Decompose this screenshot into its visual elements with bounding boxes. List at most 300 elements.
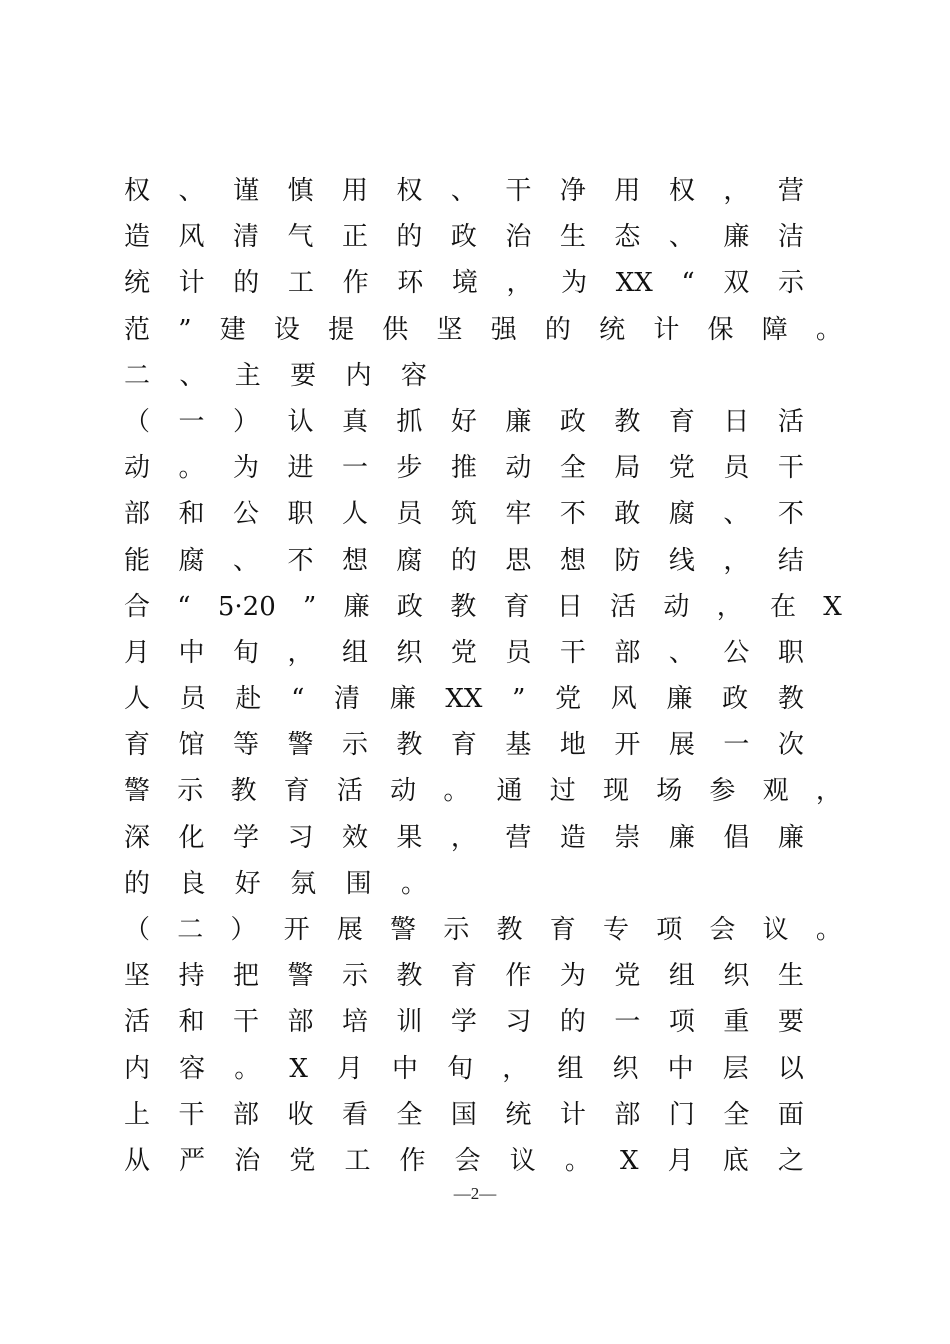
text-glyph: 、 (668, 222, 695, 253)
text-glyph: 全 (396, 1099, 423, 1130)
text-glyph: 内 (124, 1053, 151, 1084)
text-glyph: 、 (179, 360, 206, 391)
text-glyph: 的 (124, 868, 151, 899)
text-glyph: 开 (283, 915, 310, 945)
text-glyph: 的 (559, 1007, 586, 1038)
text-glyph: 围 (345, 868, 372, 899)
text-line (124, 168, 804, 214)
text-glyph: 腐 (668, 499, 695, 530)
text-glyph: 教 (230, 776, 257, 807)
text-glyph: 用 (614, 176, 641, 206)
text-glyph: 织 (723, 961, 750, 992)
text-glyph: 组 (668, 961, 695, 992)
text-glyph: ） (232, 406, 259, 437)
text-glyph: 保 (707, 314, 734, 345)
text-glyph: 内 (345, 360, 372, 391)
text-glyph: 治 (234, 1145, 261, 1176)
text-glyph: ） (230, 915, 257, 945)
text-glyph: 公 (723, 637, 750, 668)
text-glyph: 干 (505, 176, 532, 206)
text-glyph: 组 (557, 1053, 584, 1084)
text-glyph: 计 (559, 1099, 586, 1130)
text-glyph: 和 (178, 1007, 205, 1038)
text-glyph: 为 (232, 453, 259, 484)
text-glyph: 员 (396, 499, 423, 530)
text-line (124, 1138, 804, 1184)
text-glyph: 清 (334, 684, 361, 715)
text-glyph: 重 (723, 1007, 750, 1038)
text-glyph: 动 (390, 776, 417, 807)
text-line (124, 953, 804, 999)
text-glyph: 教 (777, 684, 804, 715)
text-glyph: 政 (450, 222, 477, 253)
text-glyph: 的 (233, 268, 260, 299)
text-glyph: 防 (614, 545, 641, 576)
text-glyph: 主 (234, 360, 261, 391)
text-glyph: 育 (503, 591, 530, 622)
text-glyph: 好 (234, 868, 261, 899)
text-glyph: 收 (287, 1099, 314, 1130)
text-glyph: 活 (610, 591, 637, 622)
text-glyph: 权 (668, 176, 695, 206)
text-glyph: 和 (178, 499, 205, 530)
text-glyph: 造 (559, 822, 586, 853)
text-glyph: 设 (273, 314, 300, 345)
text-glyph: 障 (761, 314, 788, 345)
text-glyph: 态 (614, 222, 641, 253)
text-glyph: 思 (505, 545, 532, 576)
text-glyph: 廉 (505, 406, 532, 437)
text-glyph: 不 (287, 545, 314, 576)
text-glyph: 政 (396, 591, 423, 622)
text-glyph: X (823, 591, 842, 622)
text-glyph: 作 (399, 1145, 426, 1176)
text-glyph: 。 (234, 1053, 261, 1084)
text-glyph: 清 (232, 222, 259, 253)
text-glyph: 部 (124, 499, 151, 530)
text-glyph: 线 (668, 545, 695, 576)
text-glyph: 全 (559, 453, 586, 484)
text-glyph: 习 (287, 822, 314, 853)
text-glyph: 、 (723, 499, 750, 530)
text-glyph: 活 (336, 776, 363, 807)
text-glyph: ， (502, 1053, 529, 1084)
text-glyph: 步 (396, 453, 423, 484)
text-glyph: 国 (450, 1099, 477, 1130)
text-glyph: 职 (287, 499, 314, 530)
text-glyph: “ (291, 684, 305, 715)
text-glyph: 好 (450, 406, 477, 437)
text-glyph: 动 (505, 453, 532, 484)
text-glyph: 过 (549, 776, 576, 807)
text-glyph: 要 (777, 1007, 804, 1038)
text-glyph: 育 (549, 915, 576, 945)
text-glyph: 用 (341, 176, 368, 206)
text-glyph: 观 (762, 776, 789, 807)
text-line (124, 260, 804, 306)
text-glyph: 项 (656, 915, 683, 945)
text-glyph: XX (615, 268, 653, 299)
text-glyph: 通 (496, 776, 523, 807)
text-glyph: 警 (287, 730, 314, 761)
text-line (124, 307, 842, 353)
text-glyph: 示 (341, 961, 368, 992)
text-glyph: 容 (179, 1053, 206, 1084)
text-glyph: 真 (341, 406, 368, 437)
text-glyph: 、 (668, 637, 695, 668)
text-glyph: 一 (341, 453, 368, 484)
text-glyph: 习 (505, 1007, 532, 1038)
text-glyph: ” (303, 591, 317, 622)
text-glyph: 中 (178, 637, 205, 668)
text-glyph: 动 (663, 591, 690, 622)
text-glyph: 育 (450, 730, 477, 761)
text-glyph: 示 (443, 915, 470, 945)
text-glyph: 结 (777, 545, 804, 576)
text-glyph: 会 (454, 1145, 481, 1176)
text-glyph: 廉 (389, 684, 416, 715)
text-glyph: 部 (232, 1099, 259, 1130)
text-glyph: 腐 (178, 545, 205, 576)
text-glyph: 。 (443, 776, 470, 807)
text-glyph: 馆 (178, 730, 205, 761)
text-glyph: （ (124, 915, 151, 945)
text-glyph: “ (681, 268, 695, 299)
text-glyph: 效 (341, 822, 368, 853)
text-glyph: 计 (178, 268, 205, 299)
text-glyph: 营 (505, 822, 532, 853)
text-glyph: 环 (397, 268, 424, 299)
text-glyph: 牢 (505, 499, 532, 530)
text-glyph: 部 (614, 1099, 641, 1130)
text-glyph: 党 (668, 453, 695, 484)
text-glyph: 政 (559, 406, 586, 437)
text-glyph: 育 (450, 961, 477, 992)
text-glyph: 坚 (124, 961, 151, 992)
text-glyph: 全 (723, 1099, 750, 1130)
text-glyph: 层 (722, 1053, 749, 1084)
page-number: —2— (453, 1184, 497, 1203)
text-glyph: 日 (723, 406, 750, 437)
text-glyph: 底 (722, 1145, 749, 1176)
text-glyph: ” (512, 684, 526, 715)
text-glyph: 崇 (614, 822, 641, 853)
body-text (124, 168, 844, 1184)
text-glyph: 的 (396, 222, 423, 253)
text-glyph: 二 (177, 915, 204, 945)
text-glyph: 育 (668, 406, 695, 437)
text-glyph: 局 (614, 453, 641, 484)
text-glyph: 党 (289, 1145, 316, 1176)
text-glyph: 廉 (666, 684, 693, 715)
text-line (124, 538, 804, 584)
text-glyph: 倡 (723, 822, 750, 853)
text-glyph: 部 (614, 637, 641, 668)
text-glyph: 5·20 (217, 591, 276, 622)
text-line (124, 1046, 804, 1092)
text-glyph: （ (124, 406, 151, 437)
text-glyph: 想 (559, 545, 586, 576)
text-glyph: 、 (450, 176, 477, 206)
text-glyph: 统 (599, 314, 626, 345)
text-glyph: “ (177, 591, 191, 622)
text-line (124, 722, 804, 768)
text-glyph: 风 (610, 684, 637, 715)
text-glyph: ， (716, 591, 743, 622)
text-glyph: 学 (232, 822, 259, 853)
text-glyph: 中 (667, 1053, 694, 1084)
text-glyph: 持 (178, 961, 205, 992)
text-glyph: 日 (556, 591, 583, 622)
text-glyph: 动 (124, 453, 151, 484)
text-glyph: 化 (178, 822, 205, 853)
text-glyph: 生 (777, 961, 804, 992)
text-glyph: 为 (561, 268, 588, 299)
text-glyph: 赴 (235, 684, 262, 715)
text-glyph: 党 (450, 637, 477, 668)
text-glyph: 党 (555, 684, 582, 715)
text-glyph: 参 (709, 776, 736, 807)
text-glyph: 中 (392, 1053, 419, 1084)
text-glyph: ， (723, 176, 750, 206)
text-glyph: 认 (287, 406, 314, 437)
text-glyph: 一 (723, 730, 750, 761)
text-glyph: 推 (450, 453, 477, 484)
text-glyph: 强 (490, 314, 517, 345)
text-glyph: ， (450, 822, 477, 853)
text-glyph: 权 (124, 176, 151, 206)
text-glyph: 的 (450, 545, 477, 576)
text-glyph: 织 (396, 637, 423, 668)
text-glyph: 、 (178, 176, 205, 206)
text-glyph: 组 (341, 637, 368, 668)
text-glyph: ” (178, 314, 192, 345)
text-glyph: 警 (287, 961, 314, 992)
text-glyph: 权 (396, 176, 423, 206)
text-glyph: 门 (668, 1099, 695, 1130)
text-glyph: 治 (505, 222, 532, 253)
text-glyph: 干 (178, 1099, 205, 1130)
text-glyph: 地 (559, 730, 586, 761)
text-glyph: 容 (400, 360, 427, 391)
text-glyph: 敢 (614, 499, 641, 530)
text-glyph: 育 (283, 776, 310, 807)
text-glyph: 范 (124, 314, 151, 345)
text-glyph: 。 (815, 915, 842, 945)
text-glyph: 廉 (723, 222, 750, 253)
text-line (124, 1092, 804, 1138)
text-glyph: 育 (124, 730, 151, 761)
text-line (124, 768, 842, 814)
text-glyph: 警 (390, 915, 417, 945)
text-glyph: 展 (668, 730, 695, 761)
text-glyph: 项 (668, 1007, 695, 1038)
text-glyph: 双 (723, 268, 750, 299)
text-line (124, 491, 804, 537)
text-glyph: 人 (341, 499, 368, 530)
text-glyph: 教 (614, 406, 641, 437)
text-glyph: 月 (667, 1145, 694, 1176)
text-glyph: 慎 (287, 176, 314, 206)
text-glyph: 人 (124, 684, 151, 715)
text-glyph: 、 (232, 545, 259, 576)
text-glyph: 廉 (343, 591, 370, 622)
text-glyph: 严 (179, 1145, 206, 1176)
text-glyph: 计 (653, 314, 680, 345)
text-glyph: 看 (341, 1099, 368, 1130)
text-glyph: 活 (777, 406, 804, 437)
text-glyph: 在 (770, 591, 797, 622)
text-glyph: 员 (505, 637, 532, 668)
text-glyph: 旬 (447, 1053, 474, 1084)
text-glyph: 训 (396, 1007, 423, 1038)
text-glyph: 作 (342, 268, 369, 299)
text-glyph: 腐 (396, 545, 423, 576)
text-glyph: 开 (614, 730, 641, 761)
text-glyph: 为 (559, 961, 586, 992)
text-glyph: 境 (451, 268, 478, 299)
text-glyph: 。 (815, 314, 842, 345)
text-line (124, 445, 804, 491)
text-glyph: 不 (777, 499, 804, 530)
text-glyph: 的 (544, 314, 571, 345)
text-glyph: 抓 (396, 406, 423, 437)
text-glyph: 进 (287, 453, 314, 484)
text-glyph: 月 (124, 637, 151, 668)
text-glyph: 部 (287, 1007, 314, 1038)
text-glyph: 供 (382, 314, 409, 345)
text-glyph: 谨 (232, 176, 259, 206)
text-glyph: 不 (559, 499, 586, 530)
text-glyph: 党 (614, 961, 641, 992)
text-line (124, 214, 804, 260)
text-line (124, 861, 804, 907)
text-glyph: 会 (709, 915, 736, 945)
text-glyph: 面 (777, 1099, 804, 1130)
text-glyph: 净 (559, 176, 586, 206)
text-glyph: 示 (341, 730, 368, 761)
text-line (124, 999, 804, 1045)
text-glyph: 想 (341, 545, 368, 576)
text-glyph: 干 (232, 1007, 259, 1038)
text-glyph: 良 (179, 868, 206, 899)
text-glyph: 政 (722, 684, 749, 715)
text-glyph: 要 (290, 360, 317, 391)
text-glyph: ， (506, 268, 533, 299)
text-glyph: 次 (777, 730, 804, 761)
text-glyph: 示 (177, 776, 204, 807)
text-line (124, 907, 842, 953)
text-glyph: 造 (124, 222, 151, 253)
text-glyph: 教 (396, 961, 423, 992)
text-glyph: 干 (559, 637, 586, 668)
text-line (124, 399, 804, 445)
text-glyph: 坚 (436, 314, 463, 345)
text-glyph: X (289, 1053, 308, 1084)
text-glyph: 专 (602, 915, 629, 945)
text-line (124, 353, 804, 399)
text-glyph: 工 (344, 1145, 371, 1176)
text-glyph: 从 (124, 1145, 151, 1176)
text-glyph: 。 (564, 1145, 591, 1176)
text-glyph: ， (815, 776, 842, 807)
text-glyph: 示 (777, 268, 804, 299)
text-glyph: 议 (509, 1145, 536, 1176)
text-glyph: 工 (287, 268, 314, 299)
text-glyph: 果 (396, 822, 423, 853)
text-glyph: 基 (505, 730, 532, 761)
text-glyph: 廉 (668, 822, 695, 853)
text-glyph: XX (445, 684, 483, 715)
text-glyph: 以 (777, 1053, 804, 1084)
text-glyph: 职 (777, 637, 804, 668)
text-glyph: 建 (219, 314, 246, 345)
text-glyph: 氛 (290, 868, 317, 899)
text-glyph: 合 (124, 591, 151, 622)
text-glyph: 。 (400, 868, 427, 899)
text-glyph: X (619, 1145, 639, 1176)
text-glyph: 培 (341, 1007, 368, 1038)
text-glyph: 织 (612, 1053, 639, 1084)
text-line (124, 676, 804, 722)
text-glyph: 提 (328, 314, 355, 345)
text-glyph: 作 (505, 961, 532, 992)
text-glyph: 之 (777, 1145, 804, 1176)
text-glyph: 洁 (777, 222, 804, 253)
text-glyph: 营 (777, 176, 804, 206)
text-glyph: 员 (179, 684, 206, 715)
text-glyph: 风 (178, 222, 205, 253)
text-glyph: 员 (723, 453, 750, 484)
text-glyph: 议 (762, 915, 789, 945)
text-glyph: 一 (178, 406, 205, 437)
text-glyph: 教 (396, 730, 423, 761)
text-glyph: 现 (602, 776, 629, 807)
text-glyph: ， (287, 637, 314, 668)
text-glyph: 气 (287, 222, 314, 253)
text-line (124, 630, 804, 676)
text-glyph: 生 (559, 222, 586, 253)
text-glyph: 上 (124, 1099, 151, 1130)
text-glyph: 旬 (232, 637, 259, 668)
text-glyph: 月 (336, 1053, 363, 1084)
text-glyph: 活 (124, 1007, 151, 1038)
text-glyph: 。 (178, 453, 205, 484)
text-glyph: 统 (124, 268, 151, 299)
text-glyph: 廉 (777, 822, 804, 853)
text-glyph: 二 (124, 360, 151, 391)
text-glyph: 公 (232, 499, 259, 530)
text-glyph: 把 (232, 961, 259, 992)
text-glyph: 等 (232, 730, 259, 761)
text-glyph: 学 (450, 1007, 477, 1038)
text-glyph: 能 (124, 545, 151, 576)
text-glyph: 一 (614, 1007, 641, 1038)
text-glyph: 正 (341, 222, 368, 253)
text-line (124, 584, 842, 630)
text-glyph: 教 (450, 591, 477, 622)
text-glyph: 场 (656, 776, 683, 807)
text-glyph: 教 (496, 915, 523, 945)
text-glyph: 警 (124, 776, 151, 807)
text-glyph: 筑 (450, 499, 477, 530)
text-line (124, 815, 804, 861)
text-glyph: 展 (336, 915, 363, 945)
text-glyph: 深 (124, 822, 151, 853)
text-glyph: 干 (777, 453, 804, 484)
text-glyph: ， (723, 545, 750, 576)
text-glyph: 统 (505, 1099, 532, 1130)
